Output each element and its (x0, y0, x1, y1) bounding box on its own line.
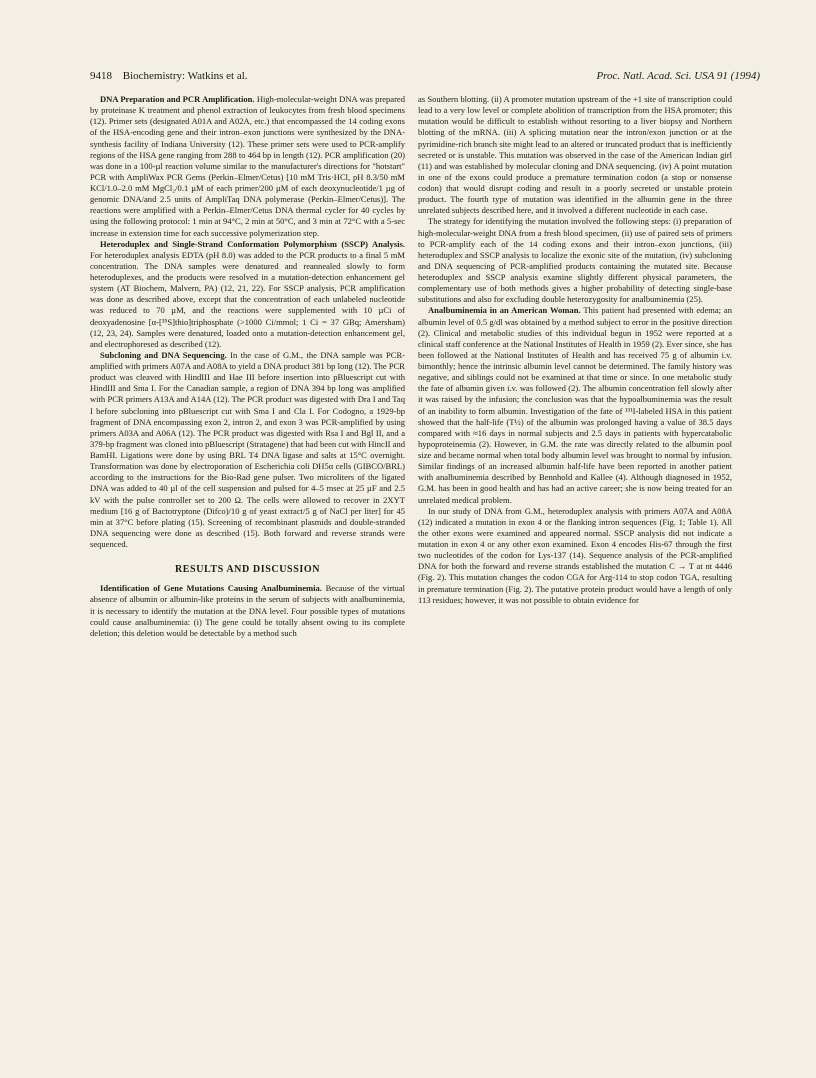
text-identification: Because of the virtual absence of albumin or albumin-like proteins in the serum of subjects with analbuminemia, it is necessary to identify the mutation at the DNA level. Four possible types of mutations could cause analbuminemia: (i) The gene could be totally absent owing to its complete deletion; this deletion would be detectable by a method such (90, 583, 405, 638)
paragraph-strategy: The strategy for identifying the mutation involved the following steps: (i) preparation of high-molecular-weight DNA from a fresh blood specimen, (ii) use of paired sets of primers to PCR-amplify each of the 14 coding exons and their intron–exon junctions, (iii) heteroduplex and SSCP analysis to localize the exonic site of the mutation, (iv) subcloning and DNA sequencing of PCR-amplified products containing the mutated site. Because heteroduplex and SSCP analysis examine slightly different physical parameters, the complementary use of both methods gives a higher probability of detecting single-base substitutions and also for excluding double heterozygosity for analbuminemia (25). (418, 216, 732, 305)
heading-subcloning: Subcloning and DNA Sequencing. (100, 349, 227, 360)
paragraph-identification (90, 583, 405, 639)
paragraph-study: In our study of DNA from G.M., heteroduplex analysis with primers A07A and A08A (12) indicated a mutation in exon 4 or the flanking intron sequences (Fig. 1; Table 1). All the other exons were examined and appeared normal. SSCP analysis did not indicate a mutation in exon 4 or any other exon examined. Exon 4 encodes His-67 through the first two nucleotides of the codon for Lys-137 (14). Sequence analysis of the PCR-amplified DNA for both the forward and reverse strands established the mutation C → T at nt 4446 (Fig. 2). This mutation changes the codon CGA for Arg-114 to stop codon TGA, resulting in premature termination (Fig. 2). The putative protein product would have a length of only 113 residues; however, it was not possible to obtain evidence for (418, 505, 732, 605)
left-column (90, 94, 405, 639)
page-header (90, 70, 760, 86)
heading-identification: Identification of Gene Mutations Causing Analbuminemia. (100, 583, 322, 594)
running-title: Biochemistry: Watkins et al. (122, 70, 248, 82)
text-heteroduplex: For heteroduplex analysis EDTA (pH 8.0) was added to the PCR products to a final 5 mM concentration. The DNA samples were denatured and reannealed slowly to form heteroduplexes, and the products were resolved in a mutation-detection enhancement gel system (AT Biochem, Malvern, PA) (12, 21, 22). For SSCP analysis, PCR amplification was done as described above, except that the concentration of each unlabeled nucleotide was reduced to 70 µM, and the reactions were supplemented with 10 µCi of deoxyadenosine [α-[³⁵S]thio]triphosphate (>1000 Ci/mmol; 1 Ci = 37 GBq; Amersham) (12, 23, 24). Samples were denatured, loaded onto a mutation-detection enhancement gel, and electrophoresed as described (12). (90, 249, 405, 349)
journal-citation: Proc. Natl. Acad. Sci. USA 91 (1994) (596, 70, 760, 82)
page-number: 9418 (90, 70, 112, 82)
paragraph-continuation: as Southern blotting. (ii) A promoter mutation upstream of the +1 site of transcription could lead to a very low level or complete abolition of transcription from the HSA promoter; this mutation would be difficult to establish without resorting to a liver biopsy and Northern blotting of the mRNA. (iii) A splicing mutation near the intron/exon junction or at the pyrimidine-rich branch site might lead to an altered or truncated product that is inefficiently secreted or is unstable. This mutation was observed in the case of the American Indian girl (11) and was established by molecular cloning and DNA sequencing. (iv) A point mutation in one of the exons could produce a premature termination codon (a stop or nonsense codon) that would disrupt coding and result in a poorly secreted or unstable protein product. The fourth type of mutation was identified in the albumin gene in the three unrelated subjects described here, and it involved a different nucleotide in each case. (418, 94, 732, 216)
text-subcloning: In the case of G.M., the DNA sample was PCR-amplified with primers A07A and A08A to yield a DNA product 381 bp long (12). The PCR product was cleaved with HindIII and Hae III before insertion into pBluescript cut with HindIII and Sma I. For the Canadian sample, a region of DNA 394 bp long was amplified with PCR primers A13A and A14A (12). The PCR product was digested with Dra I and Taq I before subcloning into pBluescript cut with Sma I and Cla I. For Codogno, a 1929-bp fragment of DNA encompassing exon 2, intron 2, and exon 3 was PCR-amplified by using primers A03A and A06A (12). The PCR product was digested with Rsa I and Bgl II, and a 379-bp fragment was cloned into pBluescript (Stratagene) that had been cut with HincII and BamHI. Ligations were done by using BRL T4 DNA ligase and salts at 15°C overnight. Transformation was done by electroporation of Escherichia coli DH5α cells (GIBCO/BRL) according to the instructions for the Bio-Rad gene pulser. Two microliters of the ligated DNA was added to 40 µl of the cell suspension and pulsed for 4–5 msec at 25 µF and 2.5 kV with the pulse controller set to 200 Ω. The cells were allowed to recover in 2XYT medium [16 g of Bactotryptone (Difco)/10 g of yeast extract/5 g of NaCl per liter] for 45 min at 37°C before plating (15). Screening of recombinant plasmids and double-stranded DNA sequencing were done as described (15). Both forward and reverse strands were sequenced. (90, 349, 405, 549)
header-left (90, 70, 248, 82)
right-column (418, 94, 732, 606)
paragraph-american-woman (418, 305, 732, 505)
paragraph-subcloning (90, 350, 405, 550)
section-heading-results: RESULTS AND DISCUSSION (174, 564, 321, 576)
heading-dna-preparation: DNA Preparation and PCR Amplification. (100, 94, 255, 104)
paragraph-dna-preparation (90, 94, 405, 239)
text-dna-preparation: High-molecular-weight DNA was prepared by proteinase K treatment and phenol extraction of leukocytes from fresh blood specimens (12). Primer sets (designated A01A and A02A, etc.) that encompassed the 14 coding exons of the HSA-encoding gene and their intron–exon junctions were synthesized by the DNA-synthesis facility of Indiana University (12). These primer sets were used to PCR-amplify regions of the HSA gene ranging from 288 to 464 bp in length (12). PCR amplification (20) was done in a 100-µl reaction volume similar to the manufacturer's directions for "hotstart" PCR with AmpliWax PCR Gems (Perkin–Elmer/Cetus) [10 mM Tris·HCl, pH 8.3/50 mM KCl/1.0–2.0 mM MgCl₂/0.1 µM of each primer/200 µM of each deoxynucleotide/1 µg of genomic DNA/and 2.5 units of AmpliTaq DNA polymerase (Perkin–Elmer/Cetus)]. The reactions were amplified with a Perkin–Elmer/Cetus DNA thermal cycler for 40 cycles by using the following protocol: 1 min at 94°C, 2 min at 50°C, and 3 min at 72°C with a 5-sec increase in extension time for each successive polymerization step. (90, 94, 405, 238)
paragraph-heteroduplex (90, 239, 405, 350)
text-american-woman: This patient had presented with edema; an albumin level of 0.5 g/dl was obtained by a method subject to error in the positive direction (2). Clinical and metabolic studies of this individual begun in 1952 were reported at a clinical staff conference at the National Institutes of Health in 1959 (2). Ever since, she has been followed at the National Institutes of Health and has received 75 g of albumin i.v. bimonthly; hence the intrinsic albumin level cannot be determined. The family history was negative, and siblings could not be examined at that time or since. In one metabolic study the fate of albumin given i.v. was followed (2). The albumin concentration fell slowly after it was raised by the infusion; the conclusion was that the hypoalbuminemia was the result of an inability to form albumin. Investigation of the fate of ¹³¹I-labeled HSA in this patient showed that the half-life (T½) of the albumin was prolonged having a value of 38.5 days compared with ≈16 days in normal subjects and 2.5 days in patients with hypercatabolic hypoproteinemia (2). However, in G.M. the rate was directly related to the albumin pool size and became normal when total body albumin level was brought to normal by infusion. Similar findings of an increased albumin half-life have been reported in another patient with analbuminemia described by Bennhold and Kallee (4). Although diagnosed in 1952, G.M. has been in good health and has had an active career; she is now being treated for an unrelated medical problem. (418, 305, 732, 505)
heading-american-woman: Analbuminemia in an American Woman. (428, 305, 581, 316)
heading-heteroduplex: Heteroduplex and Single-Strand Conformation Polymorphism (SSCP) Analysis. (100, 238, 405, 249)
